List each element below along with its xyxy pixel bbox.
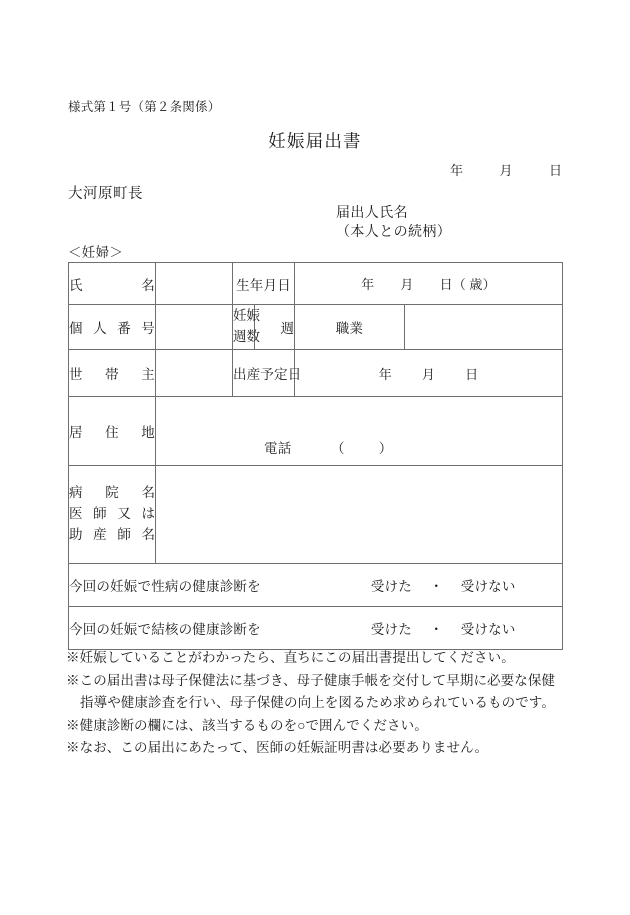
label-birthdate: 生年月日 xyxy=(233,263,295,305)
tb-option-separator: ・ xyxy=(429,622,444,637)
due-month-label: 月 xyxy=(421,366,436,382)
date-year-label: 年 xyxy=(450,163,464,178)
telephone-paren-open: （ xyxy=(330,441,345,456)
form-number: 様式第１号（第２条関係） xyxy=(68,100,221,114)
weeks-unit-label: 週 xyxy=(280,321,294,336)
std-option-separator: ・ xyxy=(429,579,444,594)
tb-health-check-row xyxy=(69,607,563,650)
field-pregnancy-weeks-value[interactable] xyxy=(255,305,295,350)
field-household-head-value[interactable] xyxy=(156,350,233,397)
submission-date-line xyxy=(450,160,562,179)
telephone-paren-close: ） xyxy=(378,441,393,456)
table-row-household xyxy=(69,350,563,397)
submitter-name-label: 届出人氏名 xyxy=(336,206,408,221)
telephone-label: 電話 xyxy=(264,441,292,456)
tb-option-not-received[interactable]: 受けない xyxy=(460,622,516,637)
label-hospital-doctor-midwife xyxy=(69,466,156,564)
std-option-received[interactable]: 受けた xyxy=(370,579,412,594)
label-pregnancy-weeks-line2: 週数 xyxy=(233,329,260,344)
birth-year-label: 年 xyxy=(361,277,375,292)
field-name-value[interactable] xyxy=(156,263,233,305)
tb-option-received[interactable]: 受けた xyxy=(370,622,412,637)
label-residence: 居住地 xyxy=(69,397,156,466)
field-residence-value[interactable] xyxy=(156,397,563,466)
telephone-paren xyxy=(331,437,392,457)
due-day-label: 日 xyxy=(465,366,479,382)
label-hospital-line3: 助産師名 xyxy=(69,526,155,542)
table-row-tb-check xyxy=(69,607,563,650)
field-due-date-value[interactable] xyxy=(295,350,563,397)
note-item: ※なお、この届出にあたって、医師の妊娠証明書は必要ありません。 xyxy=(66,740,489,756)
submitter-relation-label: （本人との続柄） xyxy=(336,225,452,240)
label-name: 氏名 xyxy=(69,263,156,305)
note-item: ※健康診断の欄には、該当するものを○で囲んでください。 xyxy=(66,717,428,733)
due-year-label: 年 xyxy=(378,366,392,382)
field-birthdate-value[interactable] xyxy=(295,263,563,305)
table-row-std-check xyxy=(69,564,563,607)
field-occupation-value[interactable] xyxy=(405,305,563,350)
tb-check-question: 今回の妊娠で結核の健康診断を xyxy=(69,622,261,637)
label-my-number: 個人番号 xyxy=(69,305,156,350)
label-due-date: 出産予定日 xyxy=(233,350,295,397)
label-hospital-line1: 病院名 xyxy=(69,485,155,501)
table-row-mynumber xyxy=(69,305,563,350)
footer-notes xyxy=(66,647,566,760)
page-title: 妊娠届出書 xyxy=(268,131,362,151)
birth-month-label: 月 xyxy=(400,277,414,292)
label-pregnancy-weeks xyxy=(233,305,260,350)
std-check-options[interactable] xyxy=(371,575,516,595)
note-item: ※この届出書は母子保健法に基づき、母子健康手帳を交付して早期に必要な保健指導や健康診査を行い、母子保健の向上を図るため求められているものです。 xyxy=(66,672,556,710)
std-check-question: 今回の妊娠で性病の健康診断を xyxy=(69,579,261,594)
std-option-not-received[interactable]: 受けない xyxy=(460,579,516,594)
table-row-hospital xyxy=(69,466,563,564)
date-month-label: 月 xyxy=(499,163,513,178)
std-health-check-row xyxy=(69,564,563,607)
date-day-label: 日 xyxy=(548,163,562,178)
label-hospital-line2: 医師又は xyxy=(69,506,155,522)
label-household-head: 世帯主 xyxy=(69,350,156,397)
addressee: 大河原町長 xyxy=(68,186,143,202)
tb-check-options[interactable] xyxy=(371,618,516,638)
label-occupation: 職業 xyxy=(295,305,405,350)
field-my-number-value[interactable] xyxy=(156,305,233,350)
telephone-field[interactable] xyxy=(264,437,392,457)
field-hospital-value[interactable] xyxy=(156,466,563,564)
section-label-pregnant-woman: ＜妊婦＞ xyxy=(68,245,124,260)
pregnancy-form-table xyxy=(68,262,563,650)
note-item: ※妊娠していることがわかったら、直ちにこの届出書提出してください。 xyxy=(66,650,515,665)
birth-day-age-label: 日（ 歳） xyxy=(439,277,496,292)
table-row-residence xyxy=(69,397,563,466)
label-pregnancy-weeks-line1: 妊娠 xyxy=(233,308,260,324)
table-row-name xyxy=(69,263,563,305)
